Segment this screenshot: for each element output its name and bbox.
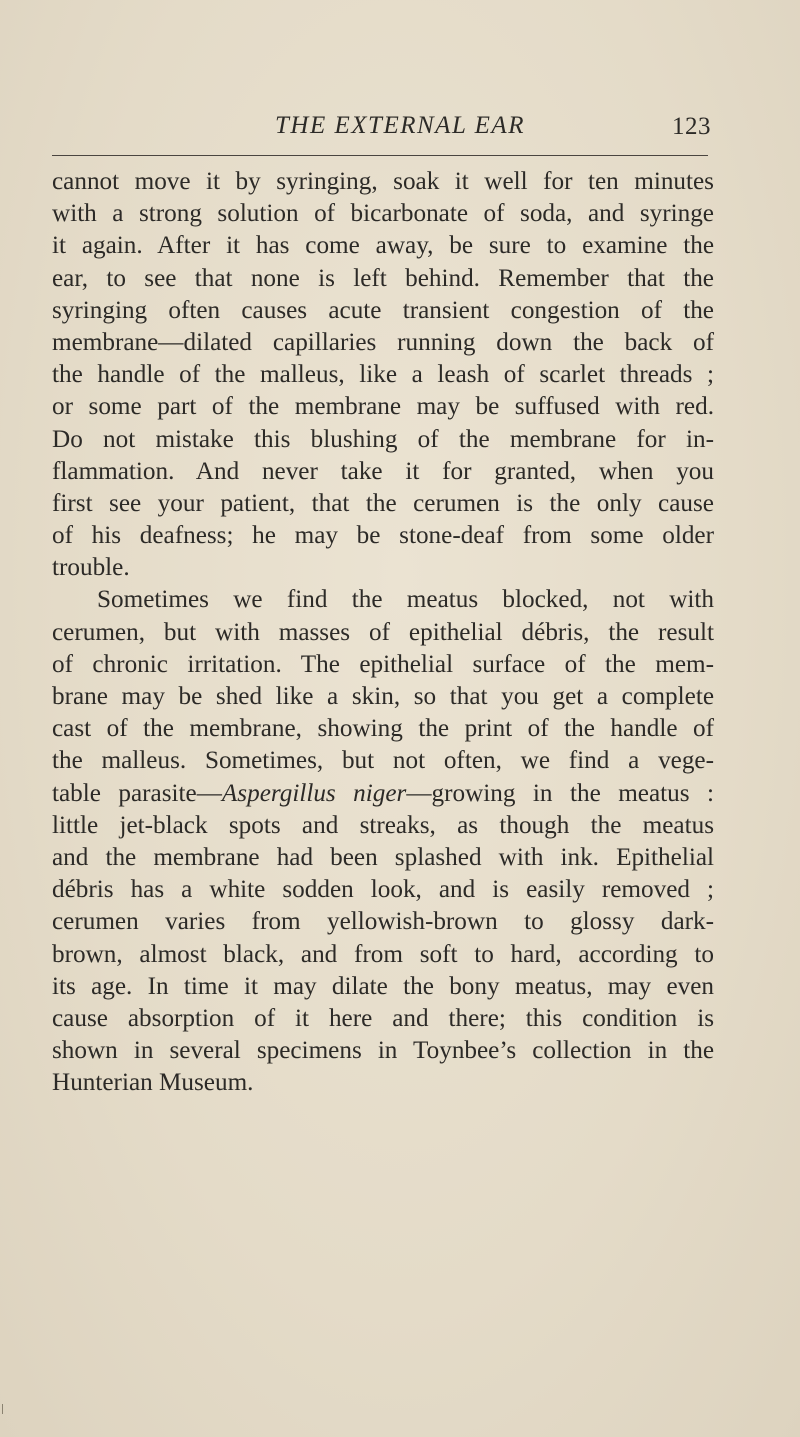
paragraph-start-line: Sometimes we find the meatus blocked, not with <box>97 586 714 614</box>
page-edge-mark <box>2 1404 7 1414</box>
text-line: cast of the membrane, showing the print of the handle of <box>52 715 714 743</box>
species-name: Aspergillus niger <box>221 779 407 807</box>
paragraph-end-line: trouble. <box>52 554 130 582</box>
text-line: the malleus. Sometimes, but not often, we find a vege- <box>52 747 714 775</box>
text-line: syringing often causes acute transient congestion of the <box>52 296 714 324</box>
text-line: of his deafness; he may be stone-deaf from some older <box>52 522 714 550</box>
text-line: flammation. And never take it for granted, when you <box>52 457 714 485</box>
text-line: the handle of the malleus, like a leash of scarlet threads ; <box>52 361 714 389</box>
text-line: ear, to see that none is left behind. Remember that the <box>52 264 714 292</box>
text-line: of chronic irritation. The epithelial surface of the mem- <box>52 650 714 678</box>
text-line: Do not mistake this blushing of the membrane for in- <box>52 425 714 453</box>
text-line: membrane—dilated capillaries running down the back of <box>52 328 714 356</box>
text-line: brane may be shed like a skin, so that you get a complete <box>52 683 714 710</box>
text-line: cerumen, but with masses of epithelial débris, the result <box>52 618 714 646</box>
text-span: —growing in the meatus : <box>406 779 714 807</box>
text-line-with-italic <box>52 778 714 810</box>
header-rule <box>52 155 708 156</box>
text-line: it again. After it has come away, be sure to examine the <box>52 232 714 260</box>
text-line: little jet-black spots and streaks, as though the meatus <box>52 811 714 839</box>
text-line: its age. In time it may dilate the bony meatus, may even <box>52 972 714 1000</box>
text-line: cerumen varies from yellowish-brown to glossy dark- <box>52 908 714 936</box>
text-line: cause absorption of it here and there; this condition is <box>52 1004 714 1032</box>
body-text <box>52 166 714 1099</box>
running-head <box>0 106 800 146</box>
text-line: or some part of the membrane may be suffused with red. <box>52 393 714 421</box>
text-span: table parasite— <box>52 779 222 807</box>
text-line: cannot move it by syringing, soak it well for ten minutes <box>52 168 714 195</box>
running-title: THE EXTERNAL EAR <box>275 112 525 139</box>
paragraph-end-line: Hunterian Museum. <box>52 1069 254 1097</box>
text-line: shown in several specimens in Toynbee’s collection in the <box>52 1037 714 1065</box>
text-line: and the membrane had been splashed with ink. Epithelial <box>52 843 714 871</box>
page-number: 123 <box>672 113 711 140</box>
text-line: débris has a white sodden look, and is easily removed ; <box>52 876 714 904</box>
text-line: with a strong solution of bicarbonate of soda, and syringe <box>52 200 714 228</box>
text-line: brown, almost black, and from soft to hard, according to <box>52 940 714 968</box>
text-line: first see your patient, that the cerumen is the only cause <box>52 489 714 517</box>
